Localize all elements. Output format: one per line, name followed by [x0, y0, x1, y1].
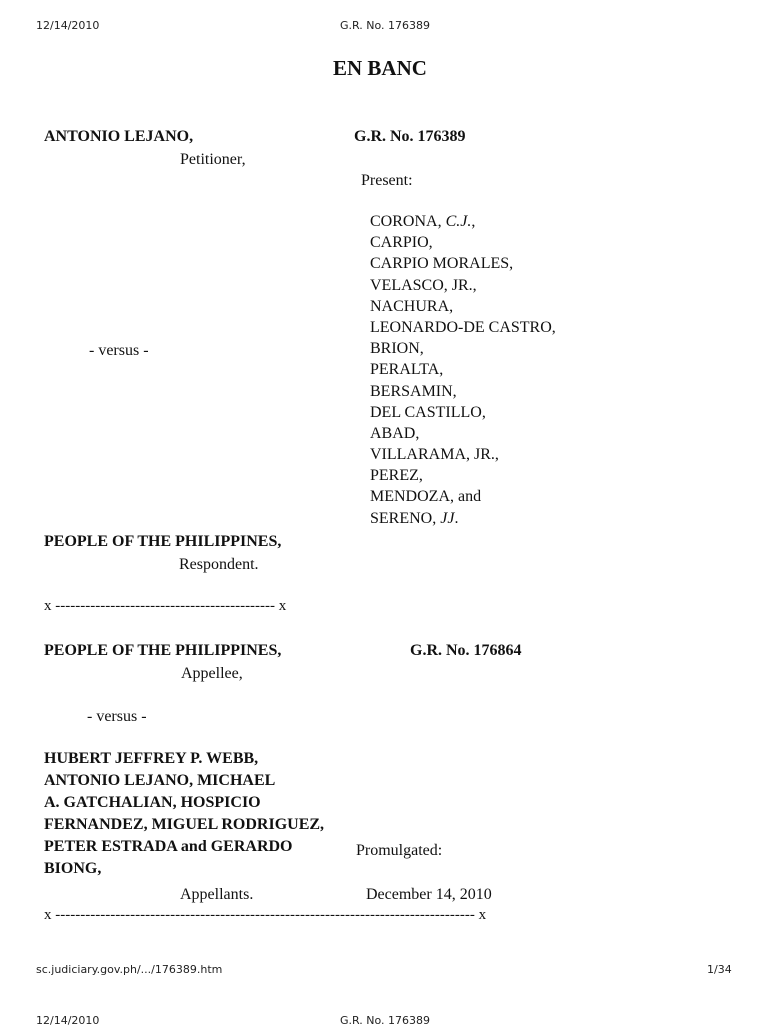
justice-item: BERSAMIN, [370, 382, 457, 400]
promulgated-label: Promulgated: [356, 842, 443, 859]
justice-item: CORONA, C.J., [370, 213, 476, 230]
appellants-role: Appellants. [180, 886, 254, 903]
divider-long: x ------------------------------------------------------------------------------------ x [44, 907, 487, 923]
appellee-name: PEOPLE OF THE PHILIPPINES, [44, 642, 282, 659]
header-title: G.R. No. 176389 [340, 19, 431, 32]
case2-gr-number: G.R. No. 176864 [410, 642, 522, 659]
en-banc-heading: EN BANC [333, 56, 427, 80]
case1-versus: - versus - [89, 342, 149, 359]
appellants-line: PETER ESTRADA and GERARDO [44, 838, 293, 855]
respondent-name: PEOPLE OF THE PHILIPPINES, [44, 533, 282, 550]
justice-item: MENDOZA, and [370, 488, 482, 506]
footer-page-number: 1/34 [707, 963, 732, 976]
justice-item: ABAD, [370, 424, 420, 442]
justice-item: DEL CASTILLO, [370, 403, 486, 421]
justice-item: BRION, [370, 340, 424, 358]
divider-short: x -------------------------------------------- x [44, 598, 287, 614]
appellants-line: ANTONIO LEJANO, MICHAEL [44, 772, 276, 789]
present-label: Present: [361, 172, 413, 189]
appellants-line: BIONG, [44, 860, 102, 877]
petitioner-role: Petitioner, [180, 151, 246, 168]
petitioner-name: ANTONIO LEJANO, [44, 128, 194, 145]
next-page-header-date: 12/14/2010 [36, 1014, 100, 1027]
case1-gr-number: G.R. No. 176389 [354, 128, 466, 145]
promulgated-date: December 14, 2010 [366, 886, 492, 903]
justices-list [370, 211, 556, 529]
next-page-header-title: G.R. No. 176389 [340, 1014, 431, 1027]
appellants-names [44, 748, 324, 880]
justice-item: CARPIO MORALES, [370, 255, 514, 273]
justice-item: LEONARDO-DE CASTRO, [370, 318, 556, 336]
respondent-role: Respondent. [179, 556, 259, 573]
justice-item: CARPIO, [370, 234, 433, 252]
appellants-line: A. GATCHALIAN, HOSPICIO [44, 794, 261, 811]
justice-item: NACHURA, [370, 297, 454, 315]
header-date: 12/14/2010 [36, 19, 100, 32]
justice-item: PERALTA, [370, 361, 444, 379]
appellants-line: FERNANDEZ, MIGUEL RODRIGUEZ, [44, 816, 325, 833]
appellants-line: HUBERT JEFFREY P. WEBB, [44, 750, 259, 767]
case2-versus: - versus - [87, 708, 147, 725]
justice-item: VELASCO, JR., [370, 276, 477, 294]
justice-item: SERENO, JJ. [370, 509, 459, 527]
appellee-role: Appellee, [181, 665, 243, 682]
justice-item: PEREZ, [370, 467, 423, 485]
justice-item: VILLARAMA, JR., [370, 446, 499, 464]
footer-url[interactable]: sc.judiciary.gov.ph/.../176389.htm [36, 963, 223, 976]
